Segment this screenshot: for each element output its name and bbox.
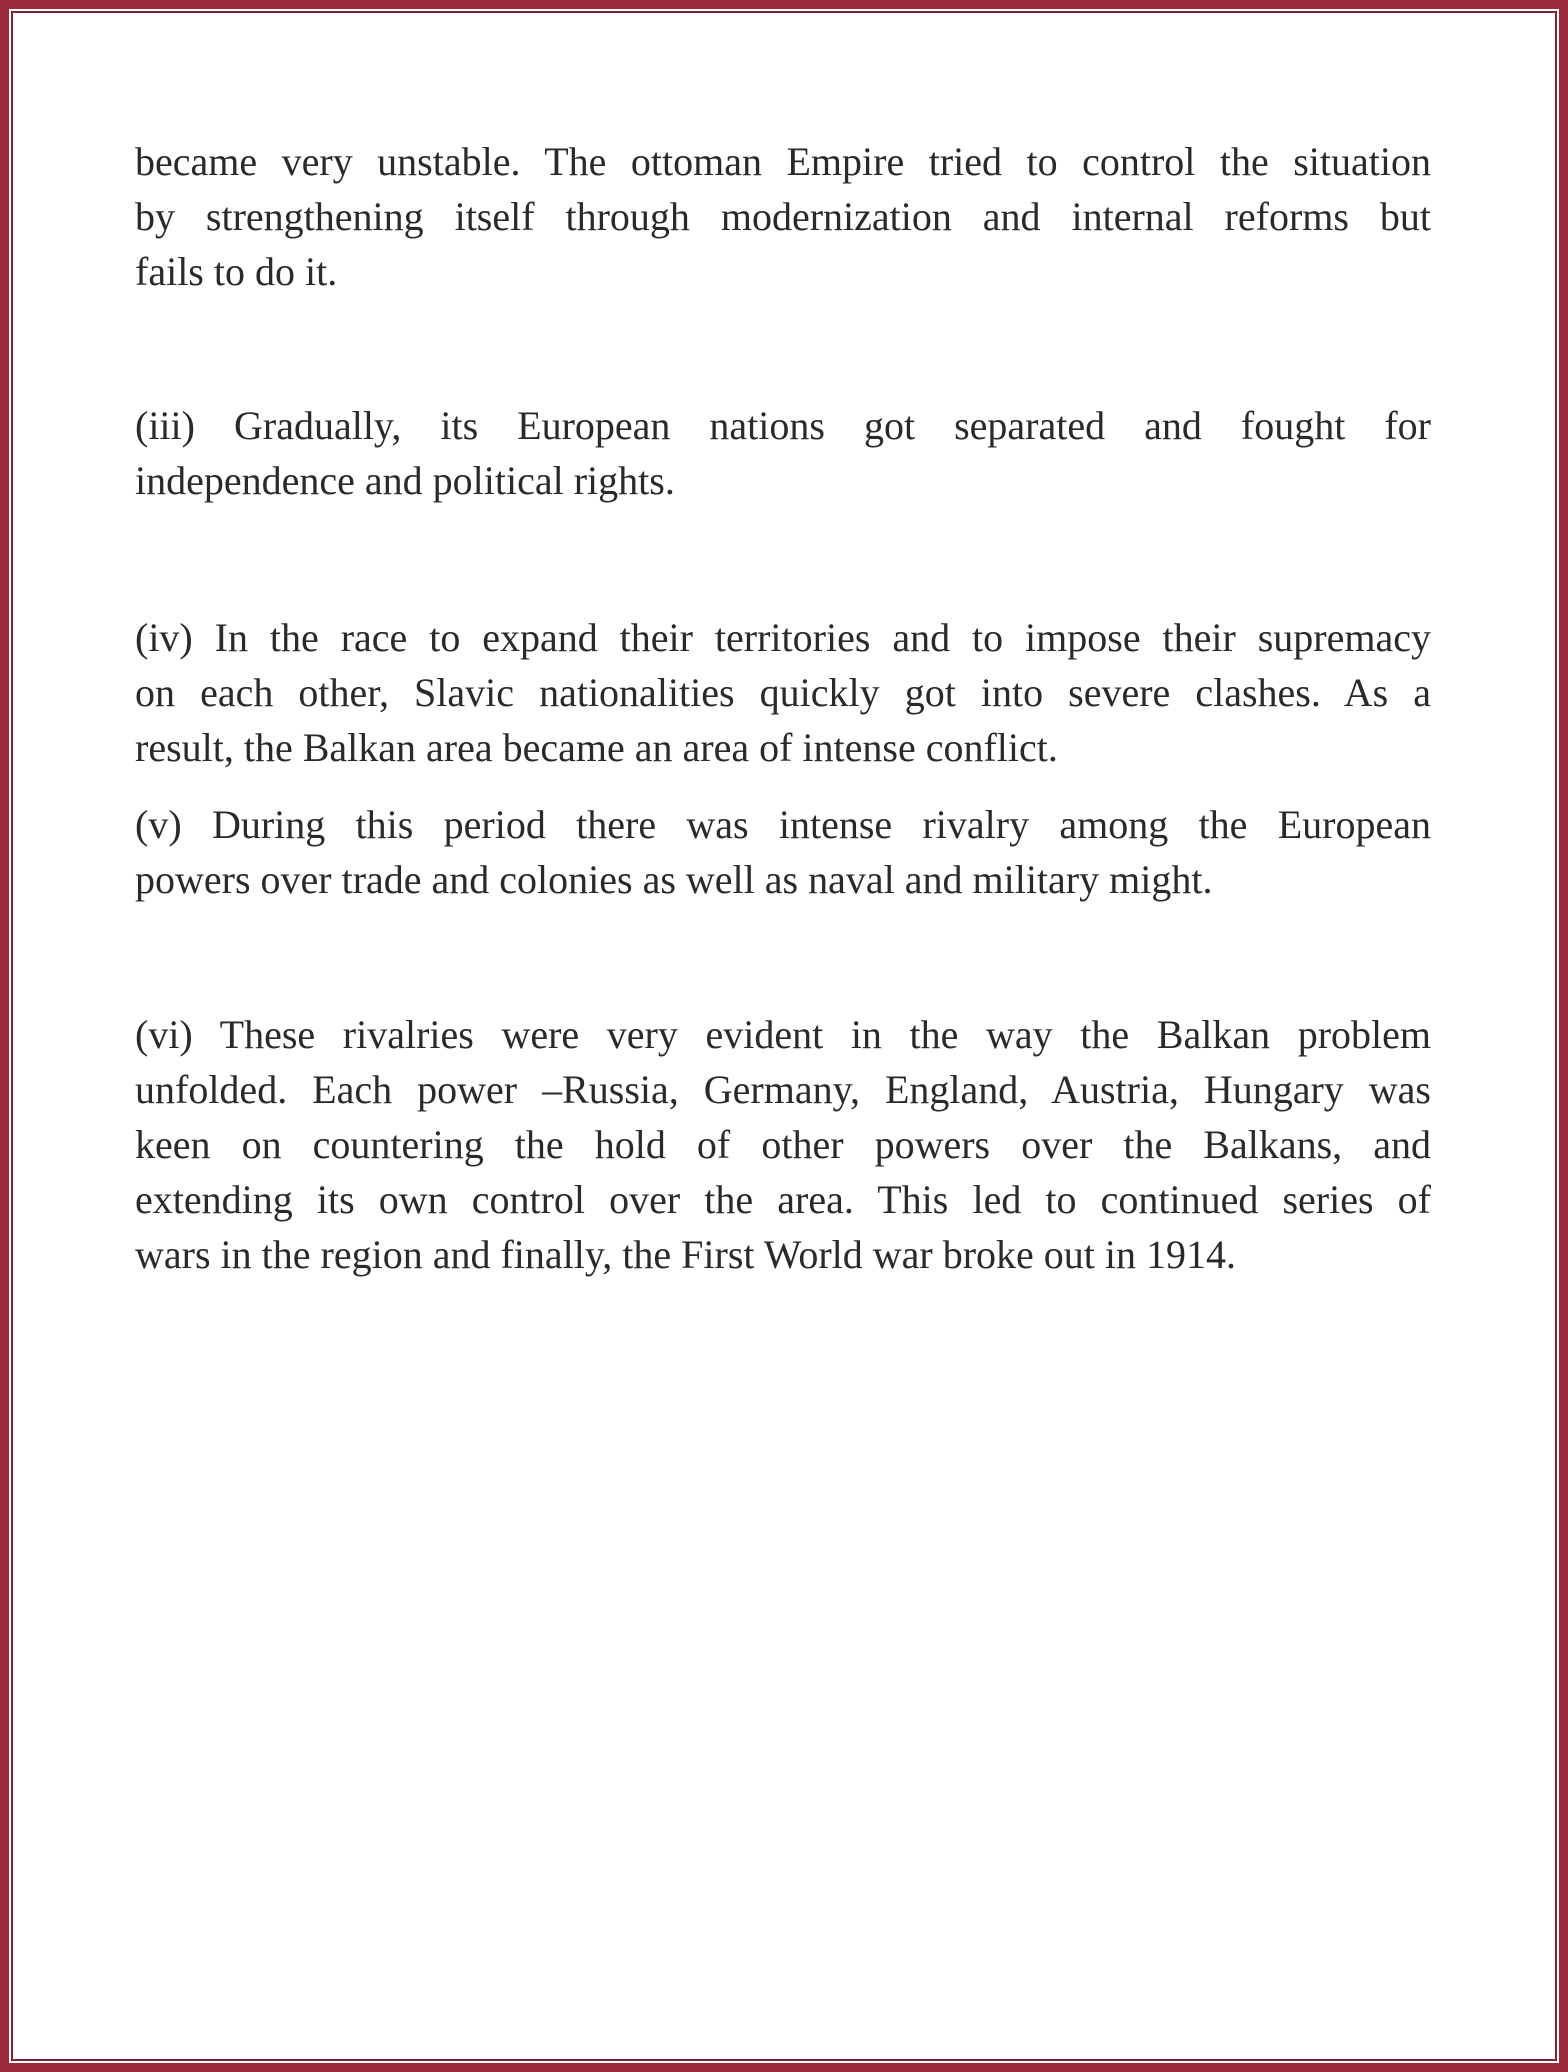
paragraph-iv [135,610,1431,775]
paragraph-iii [135,398,1431,508]
text-line: (iii) Gradually, its European nations got separated and fought for [135,403,1431,448]
text-line: extending its own control over the area. This led to continued series of [135,1177,1431,1222]
text-line: on each other, Slavic nationalities quickly got into severe clashes. As a [135,670,1431,715]
text-line: fails to do it. [135,249,338,294]
paragraph-continuation [135,134,1431,299]
text-line: by strengthening itself through modernization and internal reforms but [135,194,1431,239]
paragraph-vi [135,1007,1431,1282]
paragraph-v [135,797,1431,907]
text-line: independence and political rights. [135,458,675,503]
text-line: wars in the region and finally, the First World war broke out in 1914. [135,1232,1237,1277]
text-line: powers over trade and colonies as well as naval and military might. [135,857,1213,902]
text-line: (vi) These rivalries were very evident in the way the Balkan problem [135,1012,1431,1057]
text-line: (iv) In the race to expand their territories and to impose their supremacy [135,615,1431,660]
text-line: keen on countering the hold of other powers over the Balkans, and [135,1122,1431,1167]
text-line: (v) During this period there was intense rivalry among the European [135,802,1431,847]
page-content [135,134,1431,1282]
text-line: became very unstable. The ottoman Empire tried to control the situation [135,139,1431,184]
text-line: result, the Balkan area became an area of intense conflict. [135,725,1058,770]
text-line: unfolded. Each power –Russia, Germany, England, Austria, Hungary was [135,1067,1431,1112]
